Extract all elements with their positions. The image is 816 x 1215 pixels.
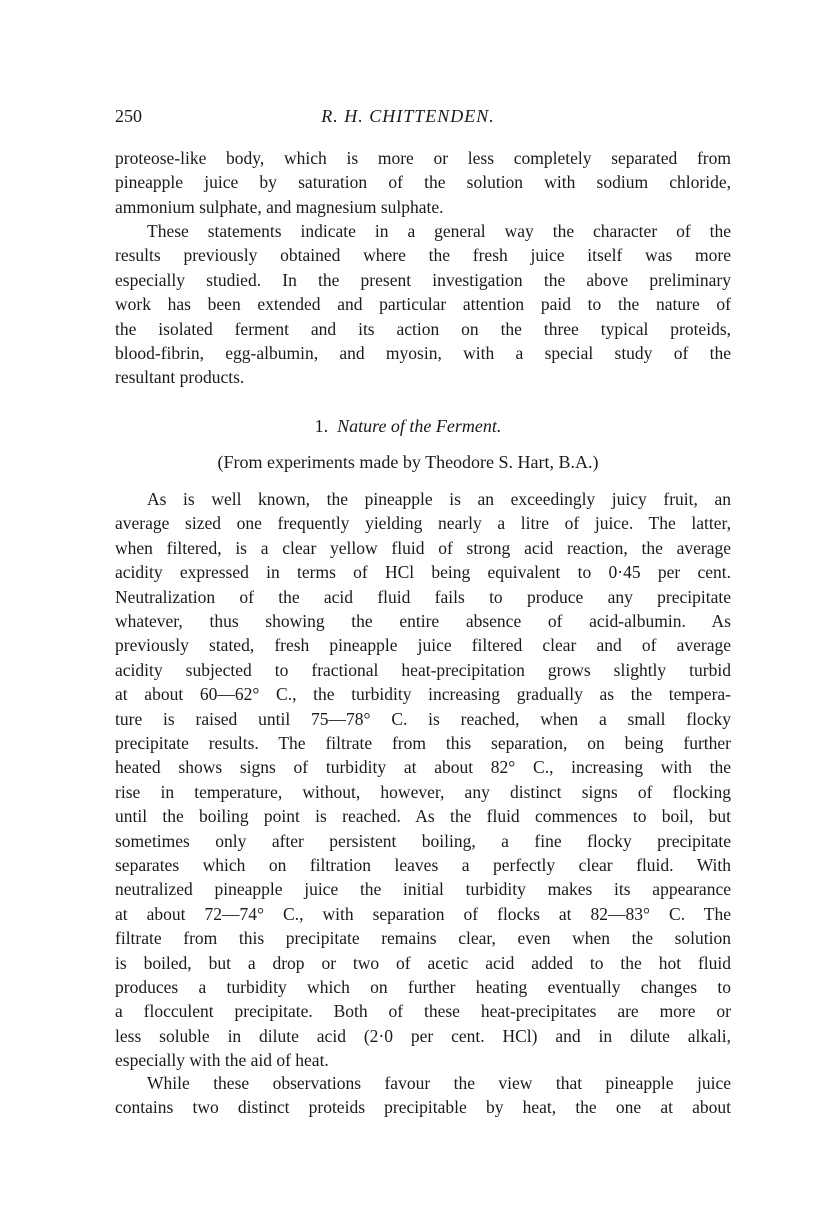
text-line: These statements indicate in a general way the character of the (147, 221, 731, 241)
text-line: when filtered, is a clear yellow fluid of strong acid reaction, the average (115, 537, 731, 558)
text-line: As is well known, the pineapple is an exceedingly juicy fruit, an (147, 489, 731, 509)
text-line: While these observations favour the view that pineapple juice (147, 1073, 731, 1093)
page-number: 250 (115, 106, 142, 126)
text-line: acidity expressed in terms of HCl being equivalent to 0·45 per cent. (115, 562, 731, 583)
text-line: average sized one frequently yielding nearly a litre of juice. The latter, (115, 513, 731, 534)
text-line: Neutralization of the acid fluid fails to produce any precipitate (115, 586, 731, 607)
text-line: previously stated, fresh pineapple juice filtered clear and of average (115, 635, 731, 656)
text-line: rise in temperature, without, however, any distinct signs of flocking (115, 781, 731, 802)
text-line: at about 60—62° C., the turbidity increasing gradually as the tempera- (115, 684, 731, 705)
text-line: whatever, thus showing the entire absence of acid-albumin. As (115, 611, 731, 631)
attribution: (From experiments made by Theodore S. Hart, B.A.) (217, 452, 599, 472)
text-line: blood-fibrin, egg-albumin, and myosin, with a special study of the (115, 343, 731, 363)
text-line: at about 72—74° C., with separation of flocks at 82—83° C. The (115, 903, 731, 924)
running-title: R. H. CHITTENDEN. (321, 106, 495, 126)
text-line: pineapple juice by saturation of the solution with sodium chloride, (115, 172, 731, 193)
text-line: separates which on filtration leaves a perfectly clear fluid. With (115, 855, 731, 875)
text-line: a flocculent precipitate. Both of these heat-precipitates are more or (115, 1001, 731, 1022)
text-line: sometimes only after persistent boiling, a fine flocky precipitate (115, 830, 731, 851)
text-line: acidity subjected to fractional heat-precipitation grows slightly turbid (115, 659, 731, 680)
text-line: until the boiling point is reached. As the fluid commences to boil, but (115, 806, 731, 827)
text-line: results previously obtained where the fresh juice itself was more (115, 245, 731, 266)
text-line: contains two distinct proteids precipitable by heat, the one at about (115, 1097, 731, 1118)
section-heading (0, 416, 816, 437)
text-line: produces a turbidity which on further heating eventually changes to (115, 977, 731, 997)
text-line: especially studied. In the present investigation the above preliminary (115, 269, 731, 290)
text-line: heated shows signs of turbidity at about 82° C., increasing with the (115, 757, 731, 778)
text-line: filtrate from this precipitate remains clear, even when the solution (115, 928, 731, 949)
text-line: the isolated ferment and its action on the three typical proteids, (115, 318, 731, 339)
text-line: less soluble in dilute acid (2·0 per cent. HCl) and in dilute alkali, (115, 1025, 731, 1046)
text-line: resultant products. (115, 367, 245, 388)
section-number: 1. (314, 416, 329, 436)
text-line: ture is raised until 75—78° C. is reached, when a small flocky (115, 708, 731, 729)
text-line: ammonium sulphate, and magnesium sulphate. (115, 196, 444, 217)
text-line: work has been extended and particular attention paid to the nature of (115, 294, 731, 315)
text-line: precipitate results. The filtrate from this separation, on being further (115, 733, 731, 753)
text-line: is boiled, but a drop or two of acetic acid added to the hot fluid (115, 952, 731, 973)
text-line: proteose-like body, which is more or less completely separated from (115, 148, 731, 168)
text-line: especially with the aid of heat. (115, 1050, 329, 1071)
text-line: neutralized pineapple juice the initial turbidity makes its appearance (115, 879, 731, 900)
section-title: Nature of the Ferment. (337, 416, 502, 436)
